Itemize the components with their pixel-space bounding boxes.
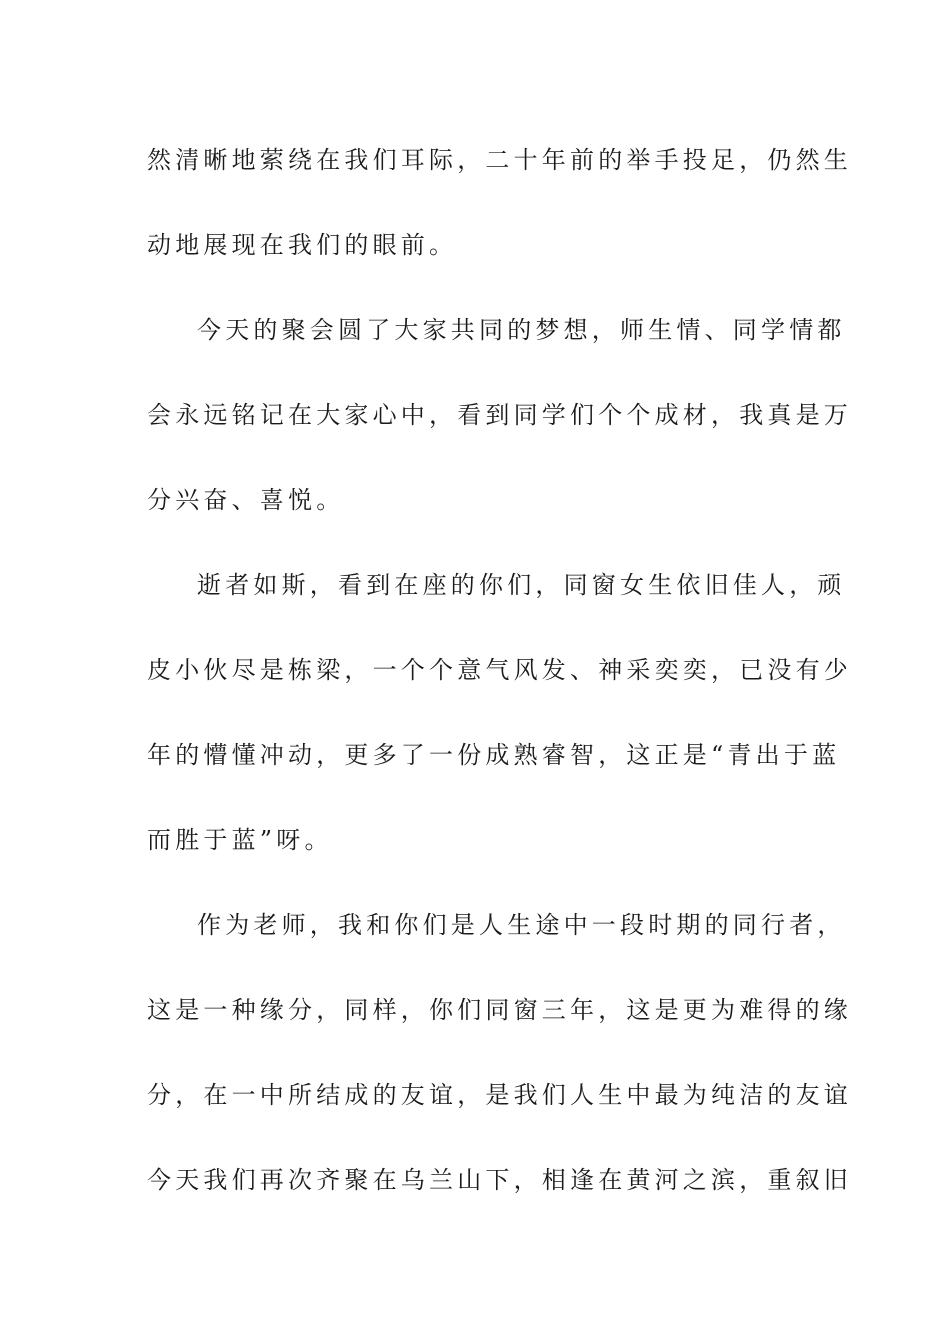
text-line: 分兴奋、喜悦。: [147, 486, 345, 514]
text-line: 年的懵懂冲动，更多了一份成熟睿智，这正是“青出于蓝: [147, 741, 841, 769]
text-line: 皮小伙尽是栋梁，一个个意气风发、神采奕奕，已没有少: [147, 656, 852, 684]
paragraph-first-line: 作为老师，我和你们是人生途中一段时期的同行者，: [197, 911, 846, 939]
text-line: 这是一种缘分，同样，你们同窗三年，这是更为难得的缘: [147, 996, 852, 1024]
text-line: 今天我们再次齐聚在乌兰山下，相逢在黄河之滨，重叙旧: [147, 1166, 852, 1194]
text-line: 动地展现在我们的眼前。: [147, 231, 458, 259]
text-line: 然清晰地萦绕在我们耳际，二十年前的举手投足，仍然生: [147, 146, 852, 174]
paragraph-first-line: 今天的聚会圆了大家共同的梦想，师生情、同学情都: [197, 316, 846, 344]
text-line: 而胜于蓝”呀。: [147, 826, 333, 854]
paragraph-first-line: 逝者如斯，看到在座的你们，同窗女生依旧佳人，顽: [197, 571, 846, 599]
text-line: 分，在一中所结成的友谊，是我们人生中最为纯洁的友谊: [147, 1081, 852, 1109]
text-line: 会永远铭记在大家心中，看到同学们个个成材，我真是万: [147, 401, 852, 429]
